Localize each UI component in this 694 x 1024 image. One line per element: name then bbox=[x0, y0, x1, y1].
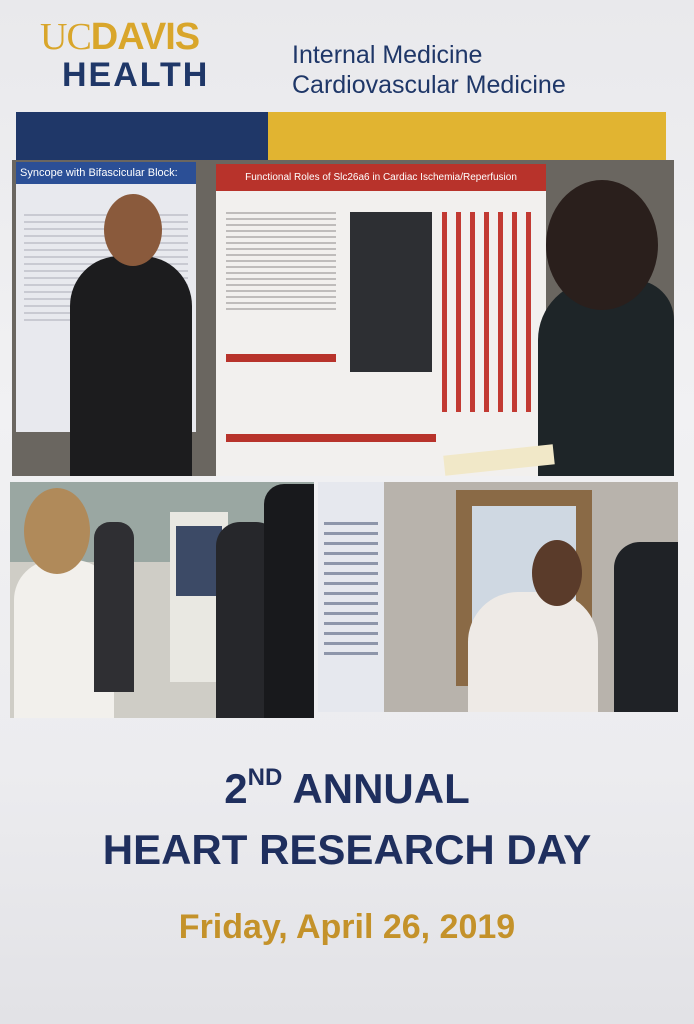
man-listening bbox=[614, 542, 678, 712]
presenter-woman bbox=[468, 592, 598, 712]
navy-color-band bbox=[16, 112, 268, 162]
side-poster bbox=[318, 482, 384, 712]
logo-davis-text: DAVIS bbox=[90, 16, 200, 58]
department-line-2: Cardiovascular Medicine bbox=[292, 71, 566, 99]
department-names bbox=[292, 40, 566, 100]
poster-session-photo-bottom-left bbox=[10, 482, 314, 718]
poster-figure-traces bbox=[350, 212, 432, 372]
woman-head bbox=[24, 488, 90, 574]
left-poster-title: Syncope with Bifascicular Block: bbox=[16, 162, 196, 184]
poster-session-photo-top bbox=[12, 160, 674, 476]
uc-davis-health-logo bbox=[40, 18, 209, 92]
person-right-hair bbox=[546, 180, 658, 310]
event-title-line-2: HEART RESEARCH DAY bbox=[102, 826, 592, 873]
person-left-body bbox=[70, 256, 192, 476]
man-dark-jacket bbox=[264, 484, 314, 718]
person-left-head bbox=[104, 194, 162, 266]
ordinal-suffix: ND bbox=[247, 764, 283, 791]
event-date: Friday, April 26, 2019 bbox=[178, 908, 516, 946]
gold-color-band bbox=[268, 112, 666, 162]
center-poster bbox=[216, 164, 546, 476]
poster-figure-bars bbox=[442, 212, 538, 412]
poster-session-photo-bottom-right bbox=[318, 482, 678, 712]
background-person bbox=[94, 522, 134, 692]
ordinal-number: 2 bbox=[224, 765, 248, 812]
logo-uc-text: UC bbox=[40, 16, 91, 58]
center-poster-title: Functional Roles of Slc26a6 in Cardiac Ischemia/Reperfusion bbox=[216, 164, 546, 191]
department-line-1: Internal Medicine bbox=[292, 41, 483, 69]
logo-health-text: HEALTH bbox=[62, 56, 210, 94]
event-title-line-1 bbox=[0, 764, 694, 813]
title-annual: ANNUAL bbox=[282, 765, 470, 812]
presenter-head bbox=[532, 540, 582, 606]
